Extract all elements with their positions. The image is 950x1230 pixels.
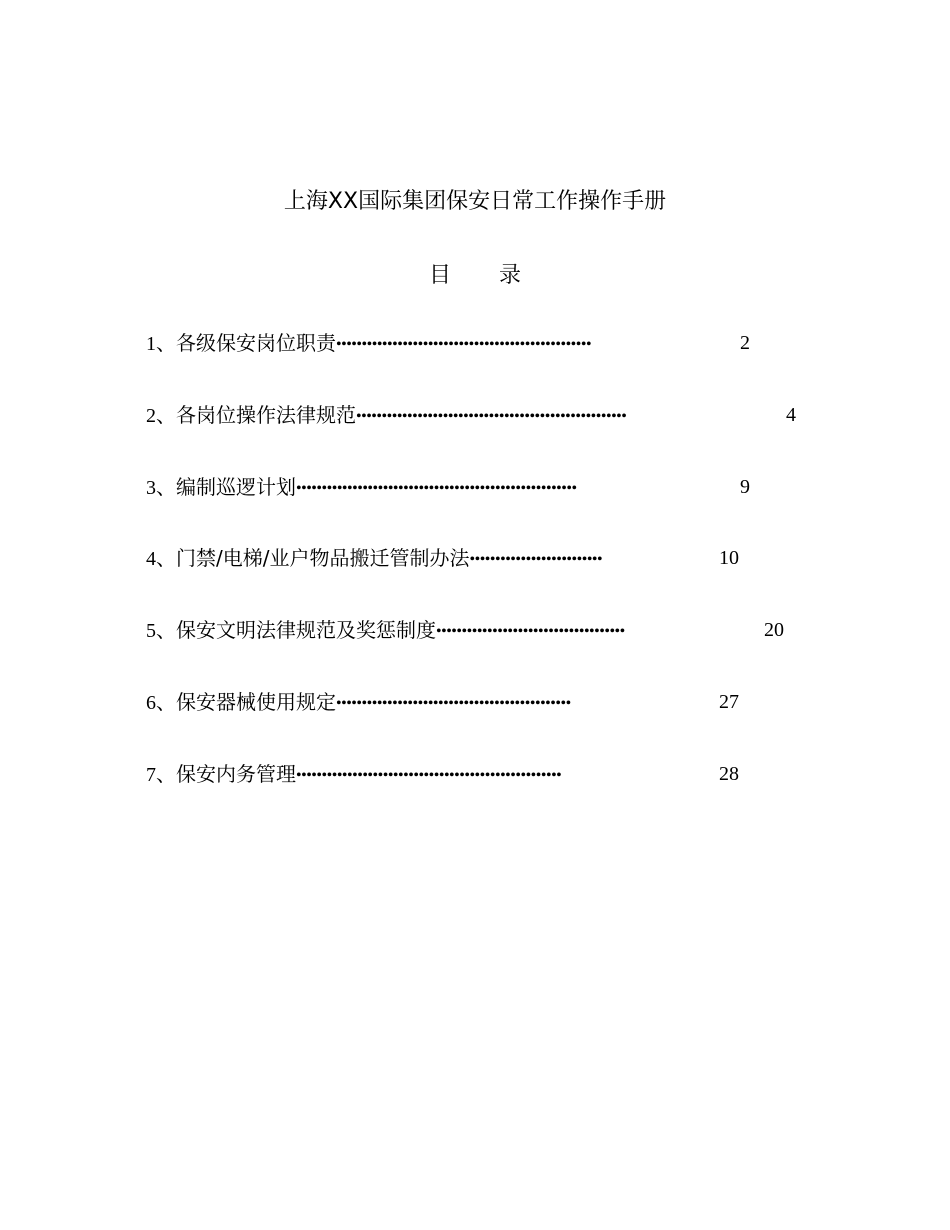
- toc-entry-title: 门禁/电梯/业户物品搬迁管制办法: [176, 546, 470, 570]
- toc-entry-3[interactable]: [146, 472, 577, 502]
- toc-entry-6[interactable]: [146, 687, 571, 717]
- toc-page-number: 10: [719, 547, 739, 569]
- toc-entry-number: 1、: [146, 333, 176, 355]
- toc-entry-number: 4、: [146, 548, 176, 570]
- toc-entry-number: 6、: [146, 692, 176, 714]
- toc-leader-dots: ••••••••••••••••••••••••••••••••••••••••••••••••••: [336, 336, 592, 353]
- toc-entry-title: 保安文明法律规范及奖惩制度: [176, 618, 436, 642]
- toc-entry-1[interactable]: [146, 328, 591, 358]
- toc-entry-title: 编制巡逻计划: [176, 475, 296, 499]
- document-title: 上海XX国际集团保安日常工作操作手册: [283, 189, 667, 214]
- toc-heading-char-1: 目: [428, 263, 451, 288]
- toc-page-number: 9: [740, 476, 750, 498]
- toc-leader-dots: ••••••••••••••••••••••••••: [469, 551, 603, 568]
- toc-heading: [0, 258, 950, 289]
- toc-entry-5[interactable]: [146, 615, 625, 645]
- toc-entry-2[interactable]: [146, 400, 626, 430]
- toc-heading-char-2: 录: [499, 263, 522, 288]
- toc-page-number: 4: [786, 404, 796, 426]
- toc-entry-title: 保安器械使用规定: [176, 690, 336, 714]
- toc-page-number: 28: [719, 763, 739, 785]
- toc-entry-title: 各级保安岗位职责: [176, 331, 336, 355]
- toc-leader-dots: ••••••••••••••••••••••••••••••••••••••••••••••: [336, 695, 571, 712]
- toc-entry-number: 3、: [146, 477, 176, 499]
- toc-entry-title: 保安内务管理: [176, 762, 296, 786]
- toc-entry-number: 7、: [146, 764, 176, 786]
- toc-entry-7[interactable]: [146, 759, 561, 789]
- toc-entry-title: 各岗位操作法律规范: [176, 403, 356, 427]
- toc-leader-dots: •••••••••••••••••••••••••••••••••••••: [436, 623, 625, 640]
- toc-leader-dots: •••••••••••••••••••••••••••••••••••••••••••••••••••••••: [296, 480, 577, 497]
- toc-page-number: 2: [740, 332, 750, 354]
- toc-leader-dots: ••••••••••••••••••••••••••••••••••••••••••••••••••••: [296, 767, 562, 784]
- toc-entry-number: 5、: [146, 620, 176, 642]
- toc-entry-number: 2、: [146, 405, 176, 427]
- toc-entry-4[interactable]: [146, 543, 602, 573]
- toc-page-number: 20: [764, 619, 784, 641]
- toc-page-number: 27: [719, 691, 739, 713]
- toc-leader-dots: •••••••••••••••••••••••••••••••••••••••••••••••••••••: [356, 408, 627, 425]
